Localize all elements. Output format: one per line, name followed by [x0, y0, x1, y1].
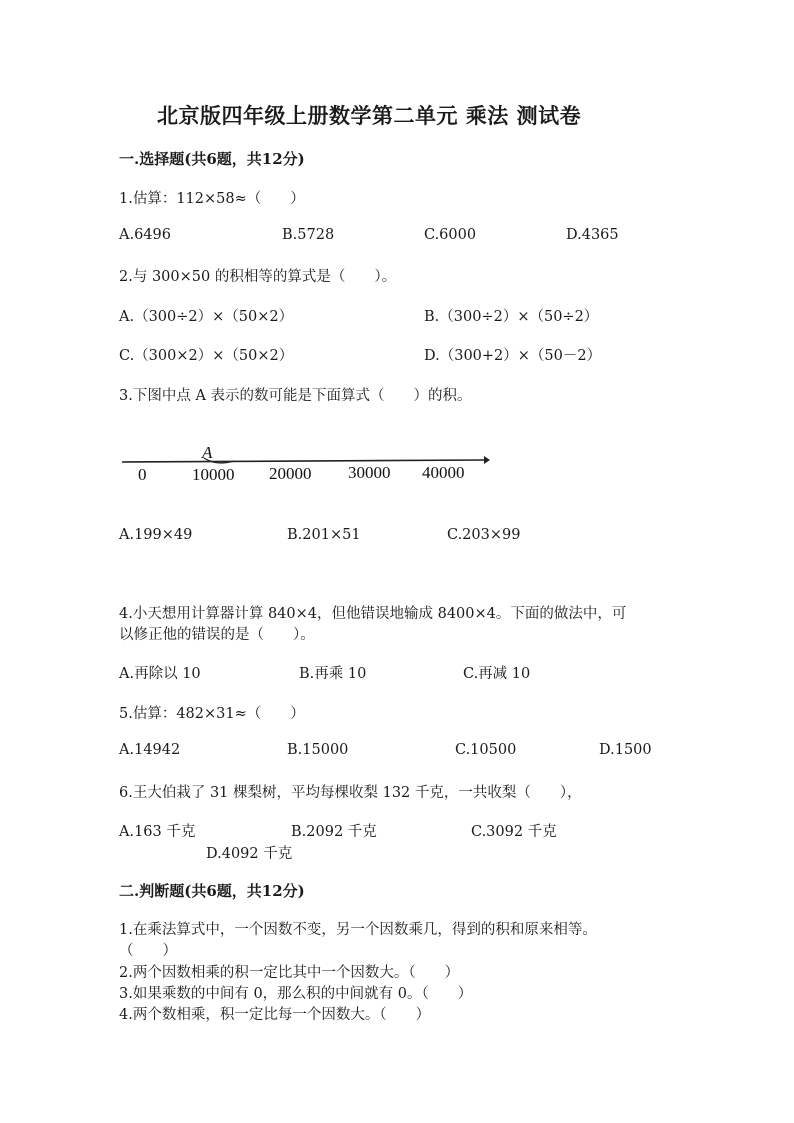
q6-option-a[interactable]: A.163 千克	[119, 824, 196, 840]
q3-option-a[interactable]: A.199×49	[119, 527, 193, 543]
judge-item-1-answer-blank[interactable]: （ ）	[119, 943, 177, 959]
q6-option-b[interactable]: B.2092 千克	[291, 824, 377, 840]
q5-option-b[interactable]: B.15000	[287, 742, 349, 758]
judge-item-4: 4.两个数相乘，积一定比每一个因数大。（ ）	[119, 1007, 431, 1023]
section-heading-judge: 二.判断题(共6题，共12分)	[119, 882, 305, 900]
q6-option-d[interactable]: D.4092 千克	[206, 846, 293, 862]
q3-option-b[interactable]: B.201×51	[287, 527, 361, 543]
q2-option-a[interactable]: A.（300÷2）×（50×2）	[119, 309, 294, 325]
number-line-svg	[118, 440, 498, 490]
q4-option-b[interactable]: B.再乘 10	[299, 666, 367, 682]
tick-label-10000: 10000	[192, 465, 235, 484]
question-2: 2.与 300×50 的积相等的算式是（ ）。	[119, 269, 397, 285]
question-4-line-2: 以修正他的错误的是（ ）。	[119, 627, 315, 643]
tick-label-0: 0	[138, 465, 147, 484]
point-a-label: A	[202, 443, 213, 462]
q2-option-d[interactable]: D.（300+2）×（50－2）	[424, 348, 602, 364]
question-1: 1.估算：112×58≈（ ）	[119, 191, 305, 207]
judge-item-3: 3.如果乘数的中间有 0，那么积的中间就有 0。（ ）	[119, 986, 473, 1002]
number-line-figure	[118, 440, 498, 490]
tick-label-30000: 30000	[348, 463, 391, 482]
tick-label-20000: 20000	[269, 464, 312, 483]
q4-option-c[interactable]: C.再减 10	[463, 666, 531, 682]
q5-option-c[interactable]: C.10500	[455, 742, 517, 758]
judge-item-1-line-1: 1.在乘法算式中，一个因数不变，另一个因数乘几，得到的积和原来相等。	[119, 922, 597, 938]
q3-option-c[interactable]: C.203×99	[447, 527, 521, 543]
q4-option-a[interactable]: A.再除以 10	[119, 666, 201, 682]
question-6: 6.王大伯栽了 31 棵梨树，平均每棵收梨 132 千克，一共收梨（ ），	[119, 785, 582, 801]
tick-label-40000: 40000	[422, 463, 465, 482]
q2-option-c[interactable]: C.（300×2）×（50×2）	[119, 348, 294, 364]
question-3: 3.下图中点 A 表示的数可能是下面算式（ ）的积。	[119, 388, 472, 404]
q1-option-a[interactable]: A.6496	[119, 227, 171, 243]
page-title: 北京版四年级上册数学第二单元 乘法 测试卷	[157, 103, 582, 128]
q6-option-c[interactable]: C.3092 千克	[471, 824, 557, 840]
q1-option-d[interactable]: D.4365	[566, 227, 619, 243]
q5-option-a[interactable]: A.14942	[119, 742, 181, 758]
q2-option-b[interactable]: B.（300÷2）×（50÷2）	[424, 309, 599, 325]
section-heading-choice: 一.选择题(共6题，共12分)	[119, 150, 305, 168]
q1-option-b[interactable]: B.5728	[282, 227, 335, 243]
q1-option-c[interactable]: C.6000	[424, 227, 477, 243]
judge-item-2: 2.两个因数相乘的积一定比其中一个因数大。（ ）	[119, 965, 460, 981]
question-4-line-1: 4.小天想用计算器计算 840×4，但他错误地输成 8400×4。下面的做法中，可	[119, 606, 627, 622]
question-5: 5.估算：482×31≈（ ）	[119, 706, 305, 722]
q5-option-d[interactable]: D.1500	[599, 742, 652, 758]
